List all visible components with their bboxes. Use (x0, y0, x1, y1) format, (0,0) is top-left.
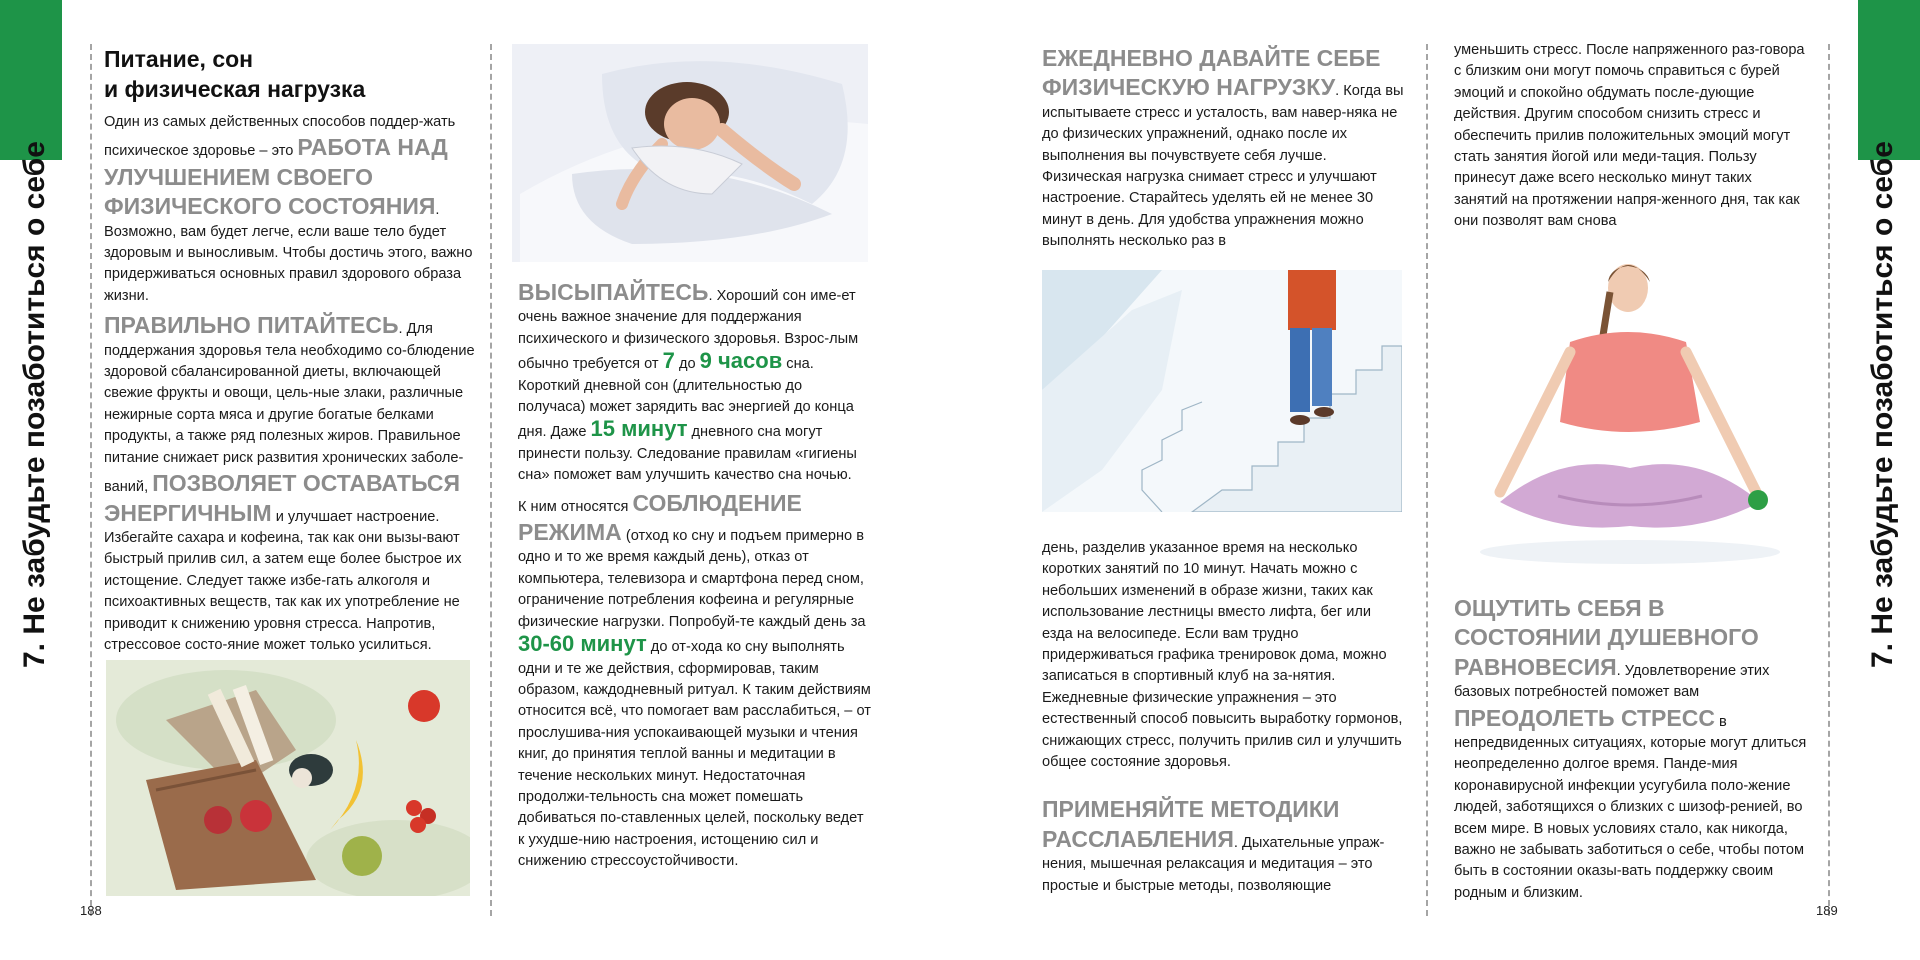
number-9-hours: 9 часов (699, 348, 783, 374)
highlight-eat-right: ПРАВИЛЬНО ПИТАЙТЕСЬ (104, 312, 399, 339)
chapter-tab-right (1858, 0, 1920, 160)
right-page (960, 0, 1920, 960)
highlight-inner-balance: ОЩУТИТЬ СЕБЯ В СОСТОЯНИИ ДУШЕВНОГО РАВНОВЕСИЯ (1454, 595, 1759, 680)
regime-paragraph: К ним относятся СОБЛЮДЕНИЕ РЕЖИМА (отход ко сну и подъем примерно в одно и то же время каждый день), отказ от компьютера, телевизора и смартфона перед сном, ограничение потребления кофеина и регулярные физические нагрузки. Попробуй-те каждый день за 30-60 минут до от-хода ко сну выполнять одни и те же действия, сформировав, таким образом, каждодневный ритуал. К таким действиям относится всё, что помогает вам расслабиться, – от прослушива-ния успокаивающей музыки и чтения книг, до принятия теплой ванны и медитации в течение нескольких минут. Недостаточная продолжи-тельность сна может помешать добиваться по-ставленных целей, поскольку ведет к ухудше-нию настроения, истощению сил и снижению стрессоустойчивости. (518, 489, 871, 870)
sleep-paragraph: ВЫСЫПАЙТЕСЬ. Хороший сон име-ет очень важное значение для поддержания психического и физического здоровья. Взрос-лым обычно требуется от 7 до 9 часов сна. Короткий дневной сон (длительностью до получаса) может зарядить вас энергией до конца дня. Даже 15 минут дневного сна могут принести пользу. Следование правилам «гигиены сна» поможет вам улучшить качество сна ночью. (518, 279, 859, 484)
column-sleep (518, 278, 873, 873)
column-yoga-top (1454, 40, 1806, 233)
column-exercise-bottom (1042, 538, 1404, 897)
highlight-daily-exercise: ЕЖЕДНЕВНО ДАВАЙТЕ СЕБЕ ФИЗИЧЕСКУЮ НАГРУЗКУ (1042, 45, 1381, 101)
groceries-illustration (106, 660, 470, 896)
meditation-illustration (1460, 252, 1800, 574)
highlight-regime: СОБЛЮДЕНИЕ РЕЖИМА (518, 489, 802, 546)
column-exercise-top (1042, 44, 1404, 253)
chapter-tab-left (0, 0, 62, 160)
highlight-overcome-stress: ПРЕОДОЛЕТЬ СТРЕСС (1454, 704, 1715, 731)
highlight-get-sleep: ВЫСЫПАЙТЕСЬ (518, 279, 709, 305)
number-30-60-minutes: 30-60 минут (518, 631, 647, 657)
page-number-right: 189 (1816, 903, 1838, 918)
column-divider-left (490, 44, 492, 916)
exercise-continued-paragraph: день, разделив указанное время на несколько коротких занятий по 10 минут. Начать можно с небольших изменений в образе жизни, таких как использование лестницы вместо лифта, бег или езда на велосипеде. Если вам трудно придерживаться графика тренировок дома, можно записаться в спортивный клуб на за-нятия. Ежедневные физические упражнения – это естественный способ повысить выработку гормонов, снижающих стресс, получить прилив сил и улучшить общее состояние здоровья. (1042, 540, 1403, 771)
number-15-minutes: 15 минут (590, 416, 688, 442)
margin-rule-right (1828, 44, 1830, 916)
column-divider-right (1426, 44, 1428, 916)
column-nutrition (104, 44, 476, 656)
highlight-physical-state: РАБОТА НАД УЛУЧШЕНИЕМ СВОЕГО ФИЗИЧЕСКОГО СОСТОЯНИЯ (104, 134, 448, 220)
section-title: Питание, сон и физическая нагрузка (104, 46, 366, 102)
nutrition-paragraph: ПРАВИЛЬНО ПИТАЙТЕСЬ. Для поддержания здоровья тела необходимо со-блюдение здоровой сбалансированной диеты, включающей свежие фрукты и овощи, цель-ные злаки, различные нежирные сорта мяса и другие богатые белками продукты, а также ряд полезных жиров. Правильное питание снижает риск развития хронических заболе-ваний, ПОЗВОЛЯЕТ ОСТАВАТЬСЯ ЭНЕРГИЧНЫМ и улучшает настроение. Избегайте сахара и кофеина, так как они вызы-вают быстрый прилив сил, а затем еще более быстрое их истощение. Следует также избе-гать алкоголя и психоактивных веществ, так как их употребление не приводит к снижению уровня стресса. Напротив, стрессовое состо-яние может только усилиться. (104, 312, 475, 653)
number-7: 7 (662, 348, 675, 374)
balance-paragraph: ОЩУТИТЬ СЕБЯ В СОСТОЯНИИ ДУШЕВНОГО РАВНОВЕСИЯ. Удовлетворение этих базовых потребностей поможет вам ПРЕОДОЛЕТЬ СТРЕСС в непредвиденных ситуациях, которые могут длиться неопределенно долгое время. Панде-мия коронавирусной инфекции усугубила поло-жение людей, заботящихся о близких с шизоф-ренией, во всем мире. В новых условиях стало, как никогда, важно не забывать заботиться о себе, чтобы потом быть в состоянии оказы-вать поддержку своим родным и близким. (1454, 595, 1807, 901)
stress-continued-paragraph: уменьшить стресс. После напряженного раз-говора с близким они могут помочь справиться с бурей эмоций и спокойно обдумать после-дующие действия. Другим способом снизить стресс и обеспечить прилив положительных эмоций могут стать занятия йогой или меди-тация. Пользу принесут даже всего несколько минут таких занятий на протяжении напря-женного дня, так как они позволят вам снова (1454, 42, 1805, 230)
chapter-side-title-right: 7. Не забудьте позаботиться о себе (1866, 141, 1899, 668)
stairs-illustration (1042, 270, 1402, 512)
highlight-stay-energetic: ПОЗВОЛЯЕТ ОСТАВАТЬСЯ ЭНЕРГИЧНЫМ (104, 470, 461, 526)
margin-rule-left (90, 44, 92, 916)
column-yoga-bottom (1454, 594, 1814, 904)
exercise-paragraph: ЕЖЕДНЕВНО ДАВАЙТЕ СЕБЕ ФИЗИЧЕСКУЮ НАГРУЗКУ. Когда вы испытываете стресс и усталость, вам навер-няка не до физических упражнений, однако после их выполнения вы почувствуете себя лучше. Физическая нагрузка снимает стресс и улучшают настроение. Старайтесь уделять ей не менее 30 минут в день. Для удобства упражнения можно выполнять несколько раз в (1042, 45, 1404, 250)
chapter-side-title-left: 7. Не забудьте позаботиться о себе (18, 141, 51, 668)
relax-paragraph: ПРИМЕНЯЙТЕ МЕТОДИКИ РАССЛАБЛЕНИЯ. Дыхательные упраж-нения, мышечная релаксация и медитация – это простые и быстрые методы, позволяющие (1042, 796, 1385, 894)
highlight-relaxation-methods: ПРИМЕНЯЙТЕ МЕТОДИКИ РАССЛАБЛЕНИЯ (1042, 796, 1340, 852)
intro-paragraph: Один из самых действенных способов поддер-жать психическое здоровье – это РАБОТА НАД УЛУЧШЕНИЕМ СВОЕГО ФИЗИЧЕСКОГО СОСТОЯНИЯ. Возможно, вам будет легче, если ваше тело будет здоровым и выносливым. Чтобы достичь этого, важно придерживаться основных правил здорового образа жизни. (104, 114, 473, 304)
sleeping-woman-illustration (512, 44, 868, 262)
page-number-left: 188 (80, 903, 102, 918)
